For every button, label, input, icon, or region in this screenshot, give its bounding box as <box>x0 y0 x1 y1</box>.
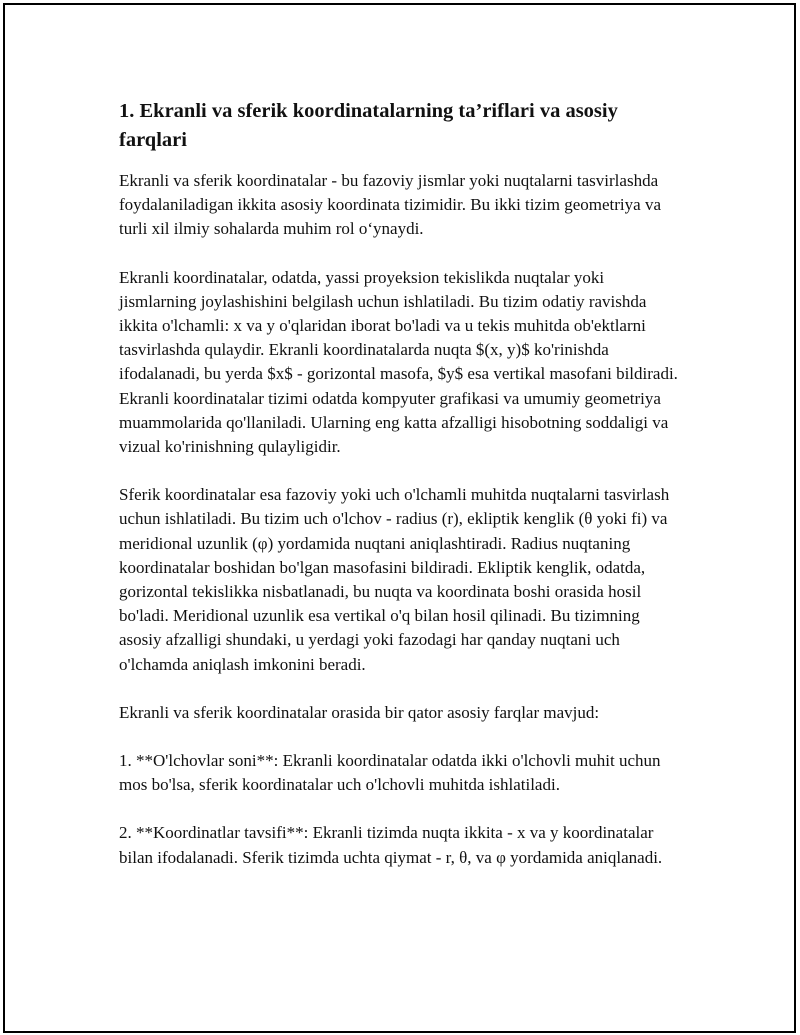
section-heading: 1. Ekranli va sferik koordinatalarning ta’riflari va asosiy farqlari <box>119 100 618 151</box>
paragraph-sferik: Sferik koordinatalar esa fazoviy yoki uch o'lchamli muhitda nuqtalarni tasvirlash uchun ishlatiladi. Bu tizim uch o'lchov - radius (r), ekliptik kenglik (θ yoki fi) va meridional uzunlik (φ) yordamida nuqtani aniqlashtiradi. Radius nuqtaning koordinatalar boshidan bo'lgan masofasini bildiradi. Ekliptik kenglik, odatda, gorizontal tekislikka nisbatlanadi, bu nuqta va koordinata boshi orasida hosil bo'ladi. Meridional uzunlik esa vertikal o'q bilan hosil qilinadi. Bu tizimning asosiy afzalligi shundaki, u yerdagi yoki fazodagi har qanday nuqtani uch o'lchamda aniqlash imkonini beradi. <box>119 485 670 674</box>
paragraph-differences-intro: Ekranli va sferik koordinatalar orasida bir qator asosiy farqlar mavjud: <box>119 702 600 722</box>
paragraph-difference-2: 2. **Koordinatlar tavsifi**: Ekranli tizimda nuqta ikkita - x va y koordinatalar bilan ifodalanadi. Sferik tizimda uchta qiymat - r, θ, va φ yordamida aniqlanadi. <box>119 823 663 867</box>
paragraph-intro: Ekranli va sferik koordinatalar - bu fazoviy jismlar yoki nuqtalarni tasvirlashda foydalaniladigan ikkita asosiy koordinata tizimidir. Bu ikki tizim geometriya va turli xil ilmiy sohalarda muhim rol o‘ynaydi. <box>119 171 661 239</box>
paragraph-difference-1: 1. **O'lchovlar soni**: Ekranli koordinatalar odatda ikki o'lchovli muhit uchun mos bo'lsa, sferik koordinatalar uch o'lchovli muhitda ishlatiladi. <box>119 751 661 795</box>
document-body <box>119 97 685 894</box>
paragraph-ekranli: Ekranli koordinatalar, odatda, yassi proyeksion tekislikda nuqtalar yoki jismlarning joylashishini belgilash uchun ishlatiladi. Bu tizim odatiy ravishda ikkita o'lchamli: x va y o'qlaridan iborat bo'ladi va u tekis muhitda ob'ektlarni tasvirlashda qulaydir. Ekranli koordinatalarda nuqta $(x, y)$ ko'rinishda ifodalanadi, bu yerda $x$ - gorizontal masofa, $y$ esa vertikal masofani bildiradi. Ekranli koordinatalar tizimi odatda kompyuter grafikasi va umumiy geometriya muammolarida qo'llaniladi. Ularning eng katta afzalligi hisobotning soddaligi va vizual ko'rinishning qulayligidir. <box>119 267 678 457</box>
document-page <box>3 3 796 1033</box>
